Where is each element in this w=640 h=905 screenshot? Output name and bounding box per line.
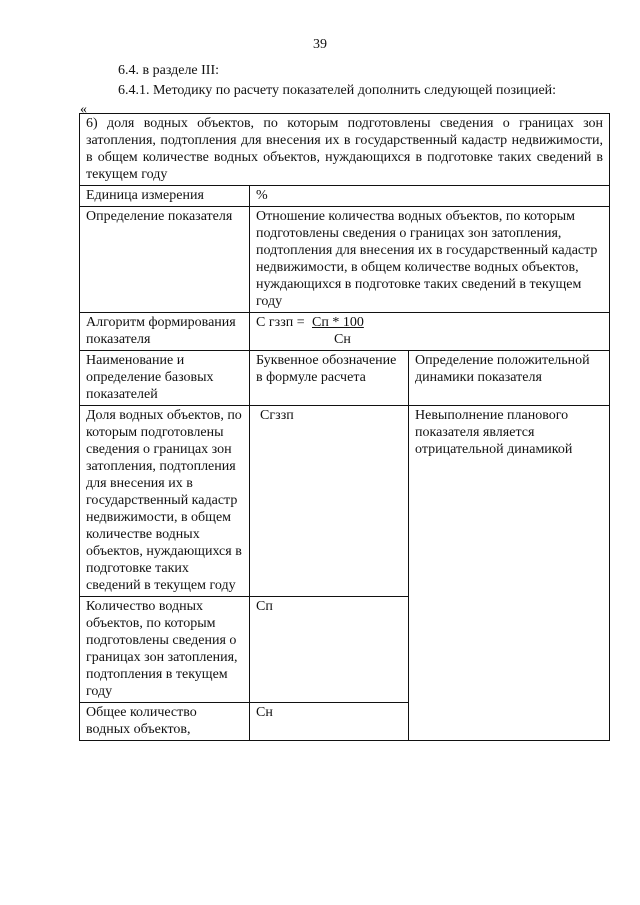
intro-row — [80, 114, 610, 186]
formula-numerator: Сп * 100 — [312, 315, 364, 330]
base-symbol: Сгззп — [250, 406, 409, 597]
base-header-symbol: Буквенное обозначение в формуле расчета — [250, 351, 409, 406]
base-name: Количество водных объектов, по которым подготовлены сведения о границах зон затопления, подтопления в текущем году — [80, 597, 250, 703]
unit-row — [80, 186, 610, 207]
table-row — [80, 406, 610, 597]
formula — [256, 314, 603, 348]
subsection-heading: 6.4.1. Методику по расчету показателей дополнить следующей позицией: — [118, 83, 557, 98]
indicator-table — [79, 113, 610, 741]
definition-row — [80, 207, 610, 313]
page-number: 39 — [313, 37, 327, 52]
formula-lhs: С гззп = — [256, 315, 305, 330]
algorithm-label: Алгоритм формирования показателя — [80, 313, 250, 351]
base-symbol: Сн — [250, 703, 409, 741]
unit-value: % — [250, 186, 610, 207]
base-name: Доля водных объектов, по которым подготовлены сведения о границах зон затопления, подтопления для внесения их в государственный кадастр недвижимости, в общем количестве водных объектов, нуждающихся в подготовке таких сведений в текущем году — [80, 406, 250, 597]
base-header-row — [80, 351, 610, 406]
algorithm-row — [80, 313, 610, 351]
definition-value: Отношение количества водных объектов, по которым подготовлены сведения о границах зон затопления, подтопления для внесения их в государственный кадастр недвижимости, в общем количестве водных объектов, нуждающихся в подготовке таких сведений в текущем году — [250, 207, 610, 313]
unit-label: Единица измерения — [80, 186, 250, 207]
definition-label: Определение показателя — [80, 207, 250, 313]
base-header-name: Наименование и определение базовых показателей — [80, 351, 250, 406]
section-heading: 6.4. в разделе III: — [118, 63, 220, 78]
opening-quote: « — [80, 102, 87, 117]
dynamics-definition: Невыполнение планового показателя является отрицательной динамикой — [409, 406, 610, 741]
indicator-title: 6) доля водных объектов, по которым подготовлены сведения о границах зон затопления, подтопления для внесения их в государственный кадастр недвижимости, в общем количестве водных объектов, нуждающихся в подготовке таких сведений в текущем году — [80, 114, 610, 186]
formula-denominator: Сн — [334, 332, 351, 347]
formula-cell — [250, 313, 610, 351]
base-name: Общее количество водных объектов, — [80, 703, 250, 741]
base-symbol: Сп — [250, 597, 409, 703]
base-header-dynamics: Определение положительной динамики показателя — [409, 351, 610, 406]
